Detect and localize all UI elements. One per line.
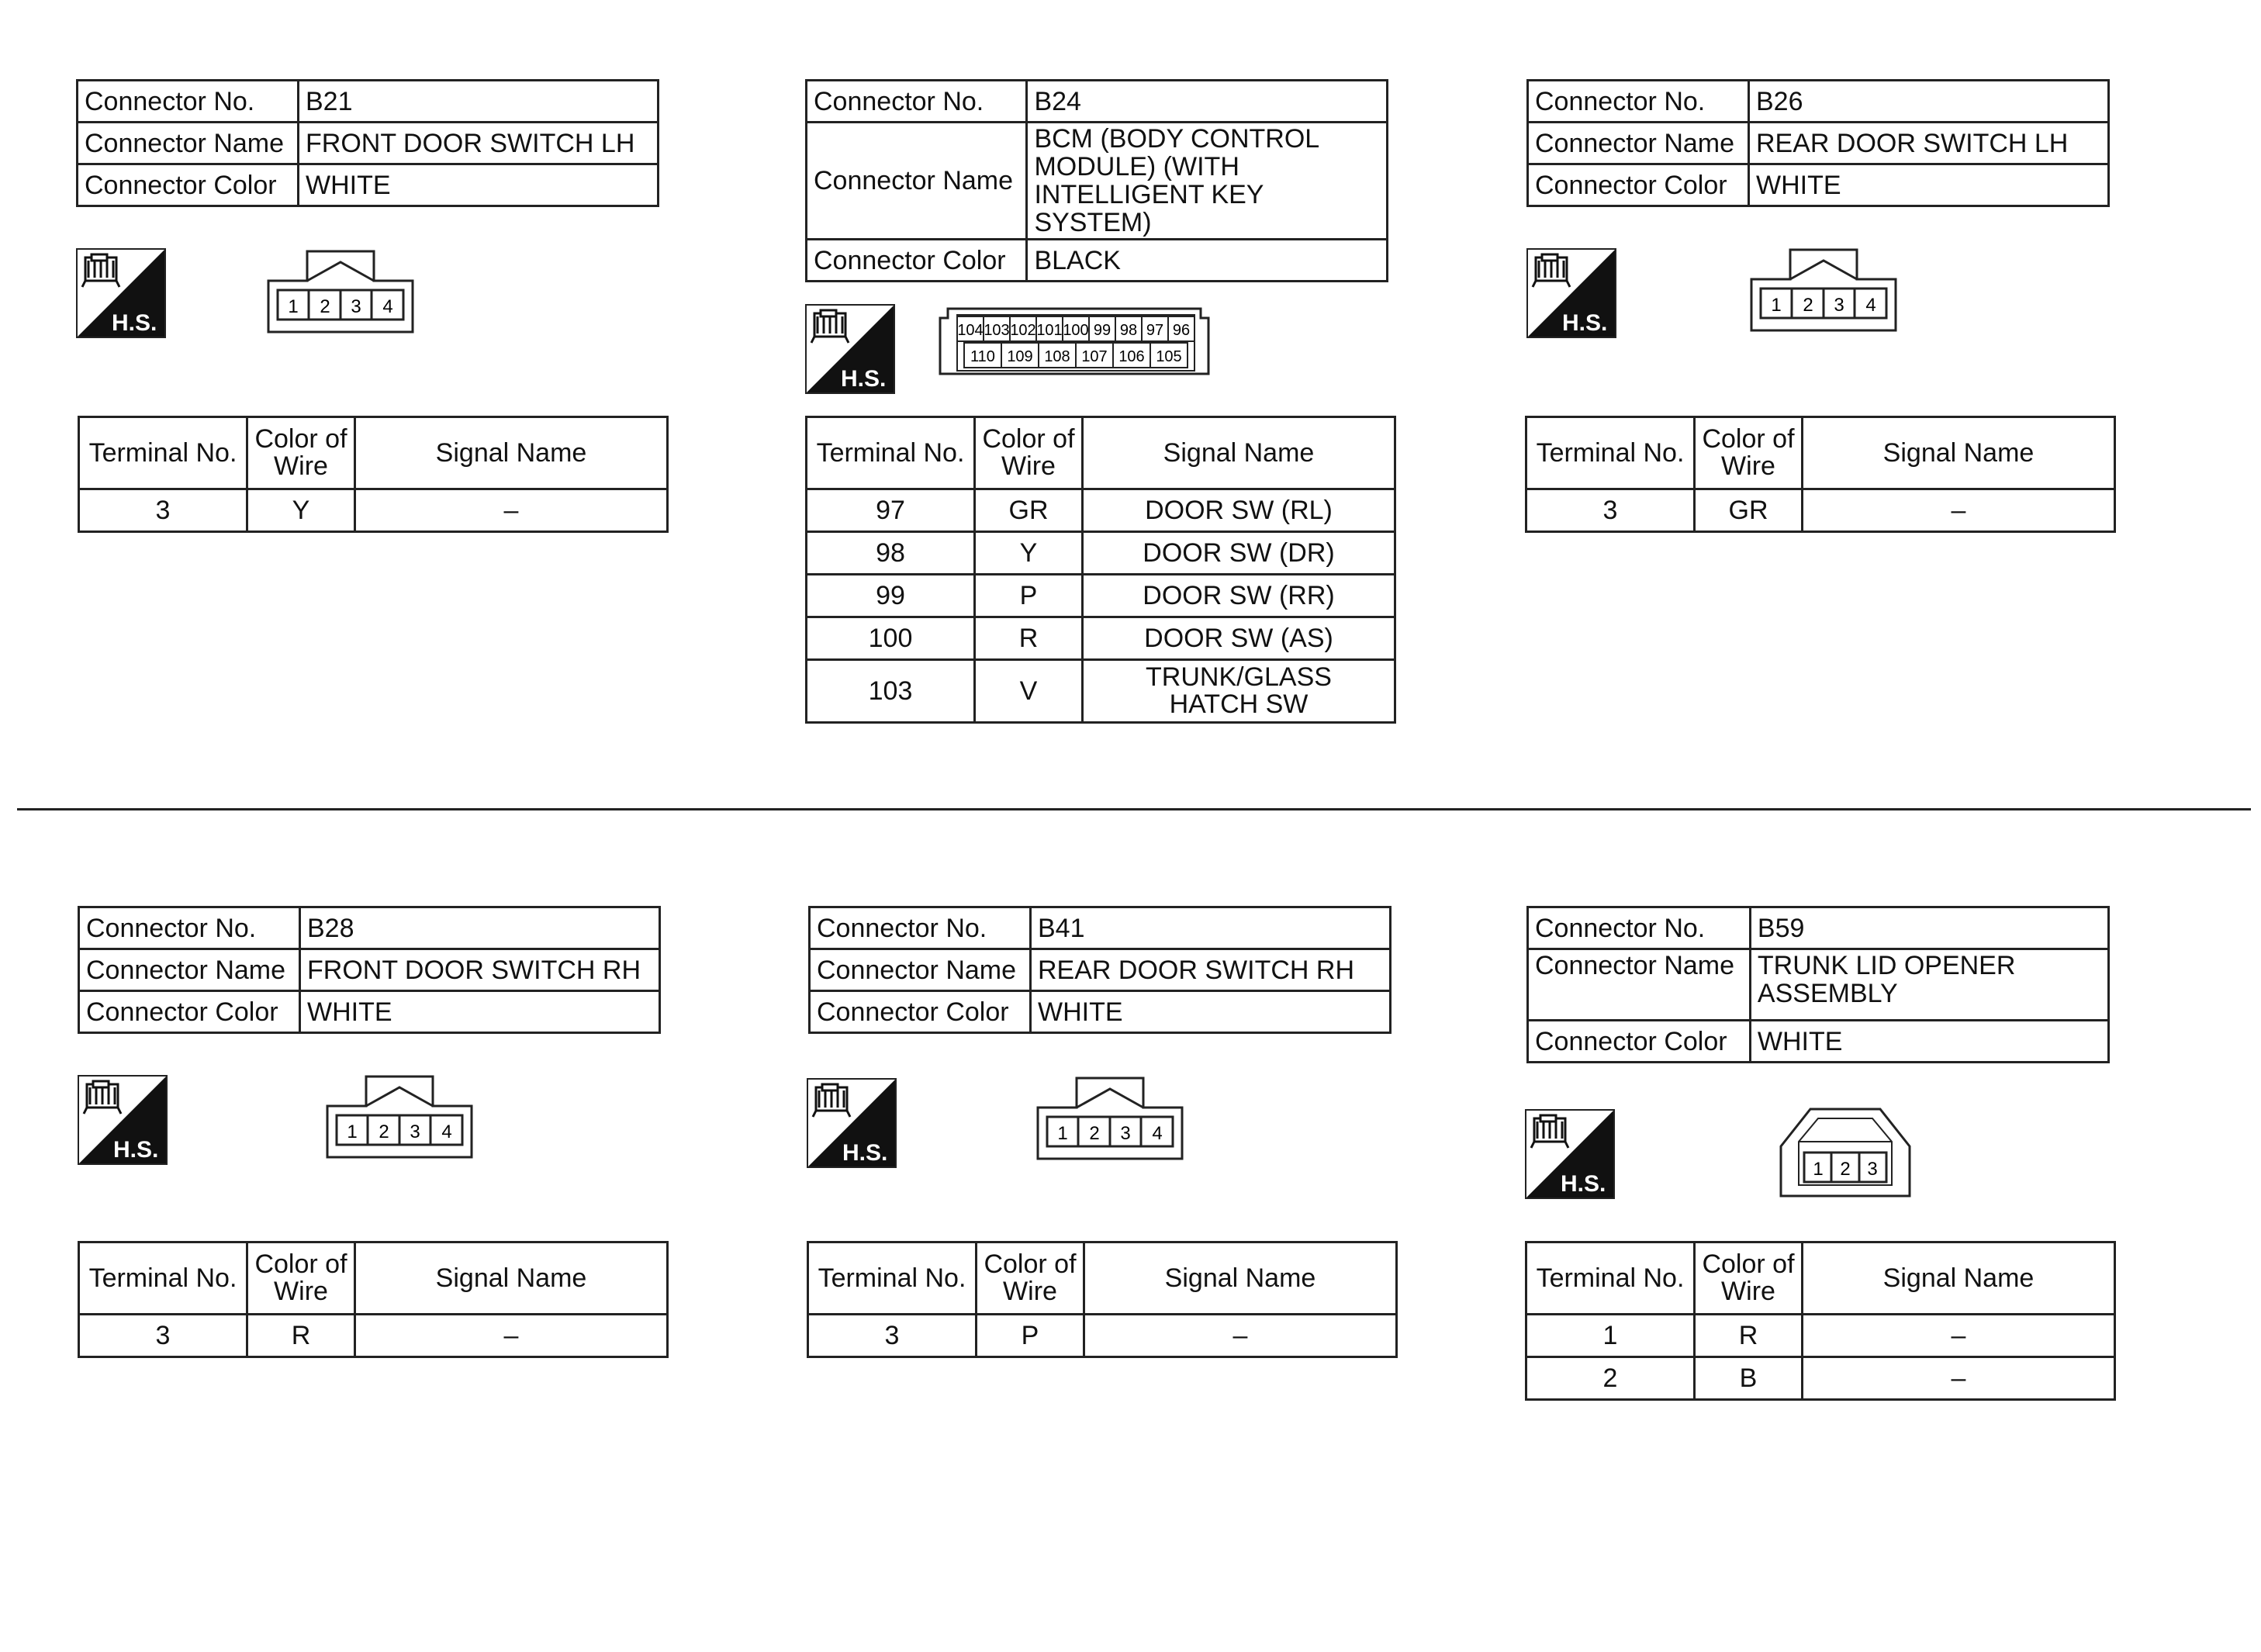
cell-terminal: 98 (807, 532, 975, 575)
connector-face-diagram (1750, 248, 1897, 337)
pin-label: 104 (957, 322, 984, 339)
pin-label: 100 (1063, 322, 1089, 339)
cell-signal: DOOR SW (AS) (1083, 617, 1395, 660)
panel-b59 (1526, 906, 2110, 1063)
header-wire: Color of Wire (1695, 417, 1803, 489)
header-wire: Color of Wire (975, 417, 1083, 489)
pin-label: 3 (1867, 1159, 1878, 1180)
header-terminal: Terminal No. (79, 1242, 247, 1315)
connector-color-value: BLACK (1027, 240, 1388, 282)
connector-name-value: REAR DOOR SWITCH RH (1031, 949, 1391, 991)
table-row (1526, 1315, 2115, 1357)
cell-signal: – (1084, 1315, 1397, 1357)
connector-face-diagram (939, 307, 1210, 381)
terminal-table-b41 (807, 1241, 1398, 1358)
hs-label: H.S. (1561, 1171, 1606, 1197)
connector-no-label: Connector No. (807, 81, 1027, 123)
table-row (808, 1315, 1397, 1357)
header-terminal: Terminal No. (808, 1242, 977, 1315)
cell-wire: Y (247, 489, 355, 532)
cell-wire: P (975, 575, 1083, 617)
pin-label: 2 (1840, 1159, 1851, 1180)
header-terminal: Terminal No. (1526, 1242, 1695, 1315)
pin-label: 109 (1007, 348, 1033, 365)
pin-label: 108 (1044, 348, 1070, 365)
header-signal: Signal Name (355, 1242, 668, 1315)
cell-wire: R (975, 617, 1083, 660)
pin-label: 98 (1119, 322, 1138, 339)
header-wire: Color of Wire (247, 1242, 355, 1315)
connector-no-label: Connector No. (78, 81, 299, 123)
table-row (79, 1315, 668, 1357)
connector-color-label: Connector Color (78, 164, 299, 206)
cell-wire: GR (1695, 489, 1803, 532)
pin-label: 4 (382, 296, 393, 317)
terminal-table-b24 (805, 416, 1396, 724)
pin-label: 2 (320, 296, 330, 317)
connector-color-label: Connector Color (1528, 164, 1749, 206)
connector-info-table (1526, 79, 2110, 207)
connector-color-label: Connector Color (1528, 1021, 1751, 1063)
pin-label: 97 (1146, 322, 1164, 339)
cell-wire: B (1695, 1357, 1803, 1400)
cell-signal: TRUNK/GLASS HATCH SW (1083, 660, 1395, 723)
cell-terminal: 1 (1526, 1315, 1695, 1357)
panel-b26 (1526, 79, 2110, 207)
cell-terminal: 3 (1526, 489, 1695, 532)
header-wire: Color of Wire (1695, 1242, 1803, 1315)
terminal-table (1525, 416, 2116, 533)
pin-label: 105 (1156, 348, 1182, 365)
connector-face-diagram (267, 250, 414, 339)
table-row (1526, 1357, 2115, 1400)
hs-label: H.S. (842, 1140, 888, 1166)
connector-color-value: WHITE (1749, 164, 2109, 206)
harness-side-icon (76, 248, 166, 338)
connector-color-value: WHITE (1031, 991, 1391, 1033)
panel-b41 (808, 906, 1392, 1034)
connector-no-value: B21 (299, 81, 659, 123)
pin-label: 96 (1172, 322, 1191, 339)
connector-color-label: Connector Color (807, 240, 1027, 282)
connector-no-label: Connector No. (79, 907, 300, 949)
connector-no-value: B59 (1750, 907, 2108, 949)
cell-terminal: 3 (808, 1315, 977, 1357)
connector-no-label: Connector No. (810, 907, 1031, 949)
connector-color-value: WHITE (1750, 1021, 2108, 1063)
connector-info-table (76, 79, 659, 207)
pin-label: 103 (984, 322, 1010, 339)
pin-label: 2 (379, 1121, 389, 1142)
pin-label: 3 (1834, 295, 1844, 316)
pin-label: 1 (1771, 295, 1782, 316)
header-terminal: Terminal No. (1526, 417, 1695, 489)
connector-name-value: BCM (BODY CONTROL MODULE) (WITH INTELLIGENT KEY SYSTEM) (1027, 123, 1388, 240)
header-wire: Color of Wire (247, 417, 355, 489)
cell-wire: V (975, 660, 1083, 723)
header-terminal: Terminal No. (79, 417, 247, 489)
panel-b24 (805, 79, 1388, 282)
cell-wire: R (247, 1315, 355, 1357)
header-terminal: Terminal No. (807, 417, 975, 489)
connector-no-value: B28 (300, 907, 660, 949)
header-signal: Signal Name (1803, 1242, 2115, 1315)
connector-color-label: Connector Color (79, 991, 300, 1033)
cell-signal: DOOR SW (RL) (1083, 489, 1395, 532)
cell-wire: GR (975, 489, 1083, 532)
connector-color-value: WHITE (300, 991, 660, 1033)
pin-label: 107 (1081, 348, 1108, 365)
terminal-table-b59 (1525, 1241, 2116, 1401)
pin-label: 1 (1057, 1123, 1068, 1144)
harness-side-icon (805, 304, 895, 394)
connector-no-label: Connector No. (1528, 907, 1751, 949)
harness-side-icon (1525, 1109, 1615, 1199)
hs-label: H.S. (113, 1137, 159, 1163)
pin-label: 99 (1093, 322, 1111, 339)
pin-label: 1 (1813, 1159, 1824, 1180)
connector-no-value: B24 (1027, 81, 1388, 123)
panel-b28 (78, 906, 661, 1034)
terminal-table (805, 416, 1396, 724)
pin-label: 3 (351, 296, 361, 317)
pin-label: 101 (1036, 322, 1063, 339)
connector-name-label: Connector Name (1528, 123, 1749, 164)
cell-signal: DOOR SW (DR) (1083, 532, 1395, 575)
connector-face-diagram (1779, 1108, 1911, 1203)
cell-signal: – (1803, 1315, 2115, 1357)
cell-terminal: 100 (807, 617, 975, 660)
connector-name-label: Connector Name (79, 949, 300, 991)
connector-name-value: FRONT DOOR SWITCH RH (300, 949, 660, 991)
pin-label: 106 (1118, 348, 1145, 365)
hs-label: H.S. (841, 366, 887, 392)
connector-no-label: Connector No. (1528, 81, 1749, 123)
connector-face-diagram (326, 1075, 473, 1164)
cell-signal: – (1803, 489, 2115, 532)
header-signal: Signal Name (1803, 417, 2115, 489)
cell-terminal: 103 (807, 660, 975, 723)
table-row (807, 660, 1395, 723)
pin-label: 1 (347, 1121, 358, 1142)
hs-label: H.S. (112, 310, 157, 336)
section-divider (17, 808, 2251, 810)
terminal-table-b26 (1525, 416, 2116, 533)
cell-wire: P (977, 1315, 1084, 1357)
table-row (79, 489, 668, 532)
connector-face-diagram (1036, 1077, 1184, 1166)
pin-label: 4 (441, 1121, 452, 1142)
pin-label: 2 (1803, 295, 1813, 316)
cell-terminal: 2 (1526, 1357, 1695, 1400)
connector-name-label: Connector Name (810, 949, 1031, 991)
pin-label: 4 (1865, 295, 1876, 316)
hs-label: H.S. (1562, 310, 1608, 336)
pin-label: 4 (1152, 1123, 1163, 1144)
terminal-table-b28 (78, 1241, 669, 1358)
table-row (807, 489, 1395, 532)
panel-b21 (76, 79, 659, 207)
harness-side-icon (807, 1078, 897, 1168)
terminal-table (78, 1241, 669, 1358)
table-row (807, 575, 1395, 617)
header-signal: Signal Name (355, 417, 668, 489)
connector-name-label: Connector Name (807, 123, 1027, 240)
connector-name-value: REAR DOOR SWITCH LH (1749, 123, 2109, 164)
pin-label: 110 (970, 348, 995, 365)
terminal-table-b21 (78, 416, 669, 533)
header-signal: Signal Name (1084, 1242, 1397, 1315)
connector-no-value: B41 (1031, 907, 1391, 949)
connector-info-table (1526, 906, 2110, 1063)
terminal-table (78, 416, 669, 533)
pin-label: 2 (1089, 1123, 1100, 1144)
terminal-table (807, 1241, 1398, 1358)
cell-terminal: 97 (807, 489, 975, 532)
cell-wire: Y (975, 532, 1083, 575)
harness-side-icon (1526, 248, 1616, 338)
pin-label: 3 (1120, 1123, 1131, 1144)
cell-wire: R (1695, 1315, 1803, 1357)
connector-name-label: Connector Name (1528, 949, 1751, 1021)
cell-signal: – (355, 1315, 668, 1357)
cell-signal: DOOR SW (RR) (1083, 575, 1395, 617)
cell-terminal: 3 (79, 489, 247, 532)
table-row (807, 532, 1395, 575)
pin-label: 3 (410, 1121, 420, 1142)
connector-no-value: B26 (1749, 81, 2109, 123)
connector-info-table (805, 79, 1388, 282)
connector-color-label: Connector Color (810, 991, 1031, 1033)
harness-side-icon (78, 1075, 168, 1165)
table-row (807, 617, 1395, 660)
terminal-table (1525, 1241, 2116, 1401)
table-row (1526, 489, 2115, 532)
connector-info-table (808, 906, 1392, 1034)
cell-signal: – (1803, 1357, 2115, 1400)
pin-label: 102 (1010, 322, 1036, 339)
connector-name-value: TRUNK LID OPENER ASSEMBLY (1750, 949, 2108, 1021)
cell-terminal: 99 (807, 575, 975, 617)
cell-terminal: 3 (79, 1315, 247, 1357)
header-wire: Color of Wire (977, 1242, 1084, 1315)
connector-color-value: WHITE (299, 164, 659, 206)
cell-signal: – (355, 489, 668, 532)
connector-name-label: Connector Name (78, 123, 299, 164)
header-signal: Signal Name (1083, 417, 1395, 489)
connector-info-table (78, 906, 661, 1034)
pin-label: 1 (288, 296, 299, 317)
connector-name-value: FRONT DOOR SWITCH LH (299, 123, 659, 164)
